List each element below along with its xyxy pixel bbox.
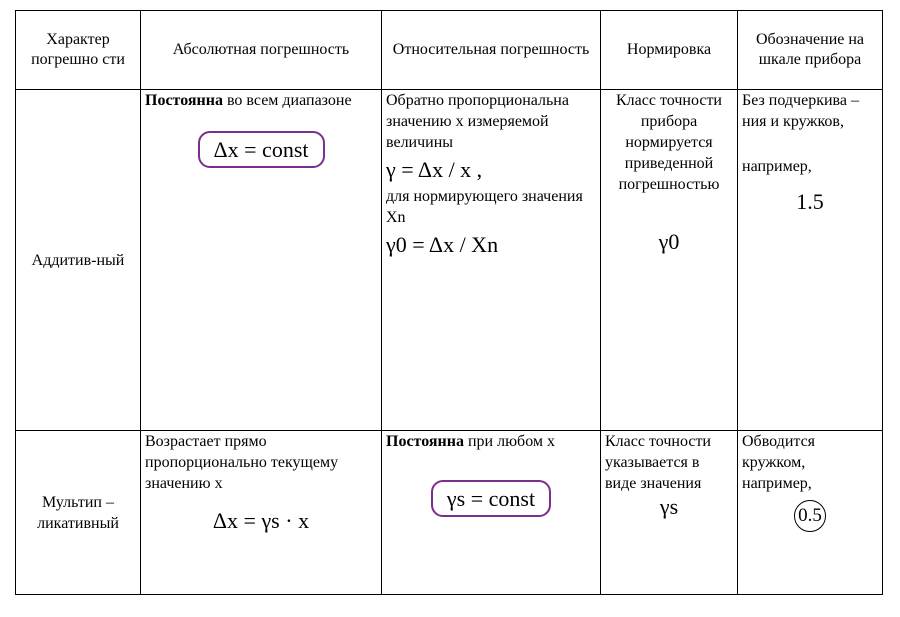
header-row [16, 11, 883, 90]
cell-multiplicative-normalization [601, 431, 738, 595]
mark-text-multiplicative: Обводится кружком, например, [742, 433, 816, 492]
mark-example-label: например, [742, 158, 812, 175]
rel-text-additive: Обратно пропорциональна значению x измеряемой величины [386, 92, 569, 151]
rel-formula-additive: γ = Δx / x , [386, 157, 483, 182]
row-label-additive: Аддитив-ный [16, 90, 141, 431]
cell-additive-absolute [141, 90, 382, 431]
header-scale-mark: Обозначение на шкале прибора [738, 11, 883, 90]
abs-text-multiplicative: Возрастает прямо пропорционально текущему значению x [145, 433, 339, 492]
abs-bold-text: Постоянна во всем диапазоне [145, 92, 352, 109]
cell-additive-relative [382, 90, 601, 431]
cell-additive-normalization [601, 90, 738, 431]
mark-value-additive: 1.5 [796, 189, 824, 214]
circled-class-mark: 0.5 [794, 500, 826, 532]
cell-multiplicative-absolute [141, 431, 382, 595]
norm-symbol-multiplicative: γs [659, 494, 679, 519]
cell-additive-mark [738, 90, 883, 431]
header-relative-error: Относительная погрешность [382, 11, 601, 90]
norm-text-additive: Класс точности прибора нормируется приведенной погрешностью [616, 92, 722, 193]
rel-formula-multiplicative: γs = const [446, 486, 536, 511]
norm-symbol-additive: γ0 [658, 229, 680, 254]
mark-text-additive: Без подчеркива – ния и кружков, [742, 92, 859, 130]
header-character: Характер погрешно сти [16, 11, 141, 90]
rel-bold-text: Постоянна при любом x [386, 433, 556, 450]
norm-text-multiplicative: Класс точности указывается в виде значения [605, 433, 711, 492]
cell-multiplicative-mark [738, 431, 883, 595]
error-characteristics-table [15, 10, 883, 595]
header-absolute-error: Абсолютная погрешность [141, 11, 382, 90]
cell-multiplicative-relative [382, 431, 601, 595]
rel-formula-box [431, 480, 551, 517]
table-row-additive [16, 90, 883, 431]
rel-formula-normalized: γ0 = Δx / Xn [386, 232, 499, 257]
abs-formula-additive: Δx = const [213, 137, 309, 162]
table-row-multiplicative [16, 431, 883, 595]
row-label-multiplicative: Мультип – ликативный [16, 431, 141, 595]
abs-formula-box [198, 131, 325, 168]
header-normalization: Нормировка [601, 11, 738, 90]
abs-formula-multiplicative: Δx = γs · x [212, 508, 310, 533]
rel-norm-text: для нормирующего значения Xn [386, 188, 583, 226]
